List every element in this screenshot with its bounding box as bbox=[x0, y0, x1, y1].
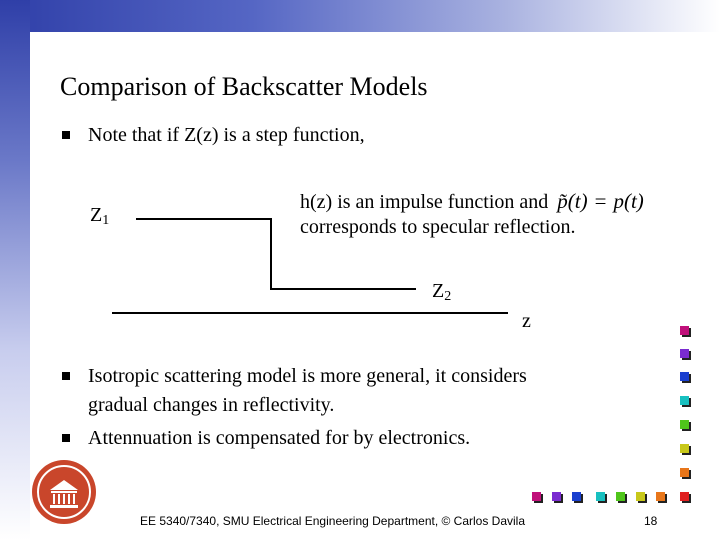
z2-subscript: 2 bbox=[444, 289, 452, 304]
decor-square-row-6 bbox=[636, 492, 645, 501]
decor-square-col-8 bbox=[680, 492, 689, 501]
step-lower-line bbox=[270, 288, 416, 290]
bullet-3-text: Attennuation is compensated for by electronics. bbox=[88, 427, 471, 449]
slide-title: Comparison of Backscatter Models bbox=[60, 72, 428, 101]
bullet-2-line-1: Isotropic scattering model is more general, it considers bbox=[88, 365, 527, 387]
decor-square-row-5 bbox=[616, 492, 625, 501]
decor-square-col-2 bbox=[680, 349, 689, 358]
decor-square-row-1 bbox=[532, 492, 541, 501]
decor-square-col-1 bbox=[680, 326, 689, 335]
bullet-2-marker bbox=[62, 372, 70, 380]
z-axis-line bbox=[112, 312, 508, 314]
seal-building-icon bbox=[32, 460, 96, 524]
top-gradient-band bbox=[0, 0, 720, 32]
z1-subscript: 1 bbox=[102, 213, 110, 228]
decor-square-row-7 bbox=[656, 492, 665, 501]
bullet-3-marker bbox=[62, 434, 70, 442]
z1-main: Z bbox=[90, 204, 103, 226]
z-axis-label: z bbox=[522, 310, 531, 332]
decor-square-col-5 bbox=[680, 420, 689, 429]
z1-label bbox=[90, 204, 109, 229]
university-seal-icon bbox=[32, 460, 96, 524]
impulse-text: h(z) is an impulse function and bbox=[300, 191, 549, 213]
footer-text: EE 5340/7340, SMU Electrical Engineering Department, © Carlos Davila bbox=[140, 514, 526, 528]
bullet-1-marker bbox=[62, 131, 70, 139]
bullet-2-line-2: gradual changes in reflectivity. bbox=[88, 394, 335, 416]
equals-sign: = bbox=[594, 189, 607, 213]
step-upper-line bbox=[136, 218, 272, 220]
impulse-line-2: corresponds to specular reflection. bbox=[300, 216, 576, 238]
z2-main: Z bbox=[432, 280, 445, 302]
slide-background bbox=[30, 32, 720, 540]
impulse-line-1 bbox=[300, 188, 644, 215]
decor-square-row-3 bbox=[572, 492, 581, 501]
page-number: 18 bbox=[644, 514, 658, 528]
step-vertical-line bbox=[270, 218, 272, 290]
p-tilde-expression: p̃(t) bbox=[557, 189, 588, 213]
left-gradient-band bbox=[0, 0, 30, 540]
decor-square-row-4 bbox=[596, 492, 605, 501]
decor-square-col-3 bbox=[680, 372, 689, 381]
p-expression: p(t) bbox=[613, 189, 644, 213]
decor-square-col-4 bbox=[680, 396, 689, 405]
bullet-1-text: Note that if Z(z) is a step function, bbox=[88, 124, 365, 146]
z2-label bbox=[432, 280, 451, 305]
decor-square-col-6 bbox=[680, 444, 689, 453]
decor-square-col-7 bbox=[680, 468, 689, 477]
decor-square-row-2 bbox=[552, 492, 561, 501]
